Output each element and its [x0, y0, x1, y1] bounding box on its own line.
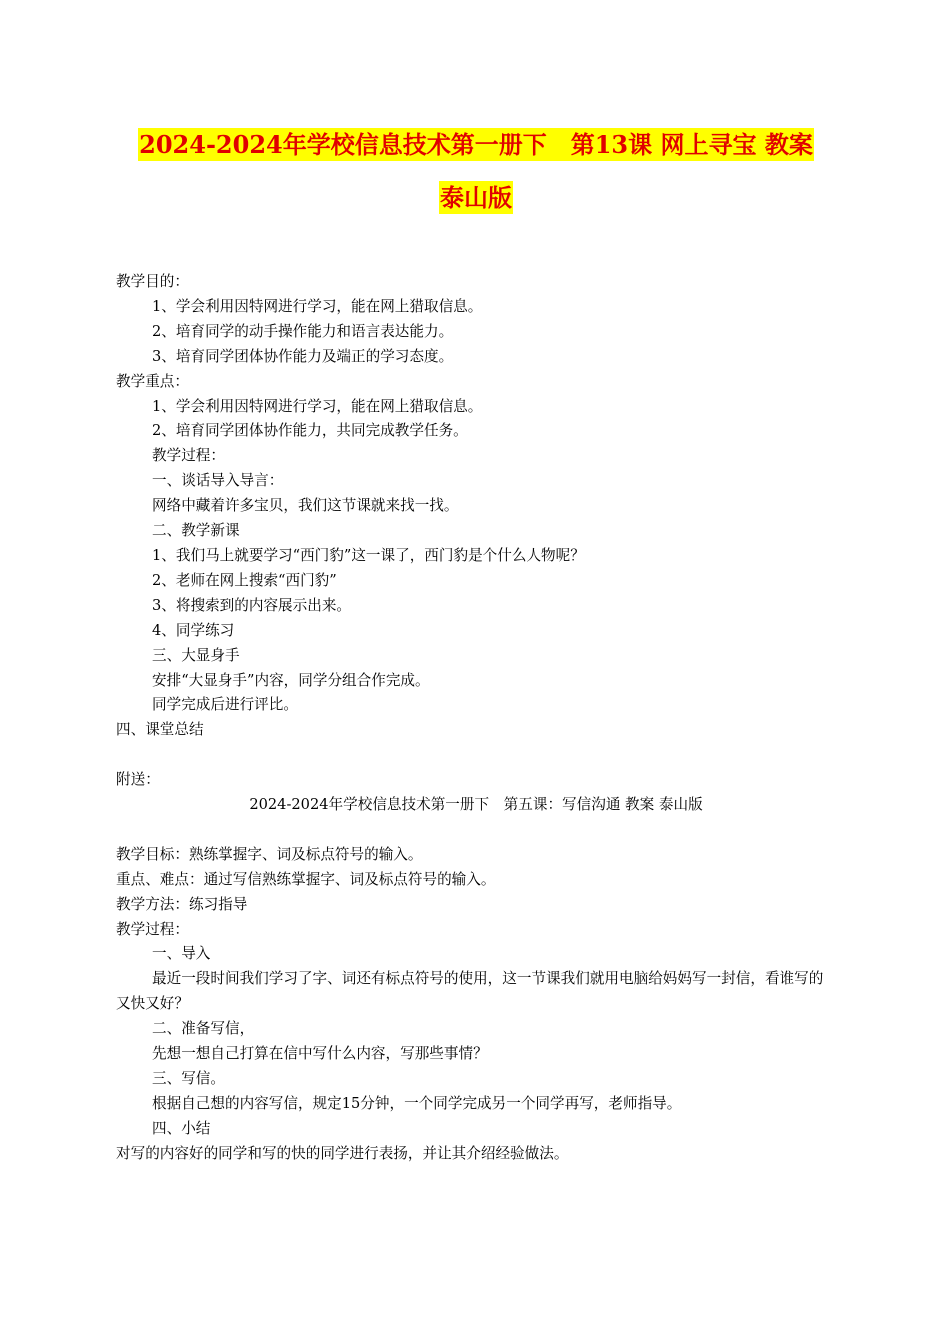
process-line: 1、我们马上就要学习“西门豹”这一课了，西门豹是个什么人物呢？ [152, 546, 585, 564]
process-line: 一、谈话导入导言： [152, 472, 284, 490]
document-page [116, 128, 836, 1167]
lesson2-step-text: 先想一想自己打算在信中写什么内容，写那些事情？ [152, 1045, 488, 1063]
objectives-heading: 教学目的： [116, 273, 189, 290]
lesson2-process-heading: 教学过程： [116, 920, 189, 938]
objective-item: 3、培育同学团体协作能力及端正的学习态度。 [152, 347, 454, 365]
process-line: 三、大显身手 [152, 646, 240, 664]
keypoint-item: 1、学会利用因特网进行学习，能在网上猎取信息。 [152, 397, 483, 415]
objective-item: 2、培育同学的动手操作能力和语言表达能力。 [152, 322, 454, 340]
process-line: 同学完成后进行评比。 [152, 696, 298, 714]
process-line: 安排“大显身手”内容，同学分组合作完成。 [152, 671, 430, 689]
lesson2-closing: 对写的内容好的同学和写的快的同学进行表扬，并让其介绍经验做法。 [116, 1144, 569, 1162]
lesson2-step-text: 最近一段时间我们学习了字、词还有标点符号的使用，这一节课我们就用电脑给妈妈写一封信，看谁写的又快又好？ [116, 970, 824, 1013]
process-line: 网络中藏着许多宝贝，我们这节课就来找一找。 [152, 497, 459, 515]
lesson2-step: 一、导入 [152, 945, 211, 963]
objective-item: 1、学会利用因特网进行学习，能在网上猎取信息。 [152, 297, 483, 315]
appendix-label: 附送： [116, 771, 160, 789]
lesson2-goal: 教学目标：熟练掌握字、词及标点符号的输入。 [116, 845, 423, 863]
process-line: 二、教学新课 [152, 522, 240, 540]
summary-heading: 四、课堂总结 [116, 721, 204, 739]
process-line: 4、同学练习 [152, 621, 235, 639]
lesson2-step-text: 根据自己想的内容写信，规定15分钟，一个同学完成另一个同学再写，老师指导。 [152, 1094, 682, 1112]
lesson2-step: 二、准备写信， [152, 1020, 255, 1038]
process-line: 3、将搜索到的内容展示出来。 [152, 596, 352, 614]
keypoint-item: 2、培育同学团体协作能力，共同完成教学任务。 [152, 422, 468, 440]
spacer [116, 743, 836, 768]
lesson2-method: 教学方法：练习指导 [116, 895, 248, 913]
document-title [116, 128, 836, 234]
lesson2-step: 三、写信。 [152, 1069, 225, 1087]
process-line: 2、老师在网上搜索“西门豹” [152, 571, 337, 589]
spacer [116, 818, 836, 843]
keypoints-heading: 教学重点： [116, 372, 189, 390]
process-line: 教学过程： [152, 447, 225, 465]
title-line-2: 泰山版 [440, 183, 512, 212]
lesson2-step: 四、小结 [152, 1119, 211, 1137]
appendix-title: 2024-2024年学校信息技术第一册下 第五课：写信沟通 教案 泰山版 [249, 796, 703, 814]
lesson2-key: 重点、难点：通过写信熟练掌握字、词及标点符号的输入。 [116, 870, 496, 888]
title-line-1: 2024-2024年学校信息技术第一册下 第13课 网上寻宝 教案 [139, 130, 813, 159]
